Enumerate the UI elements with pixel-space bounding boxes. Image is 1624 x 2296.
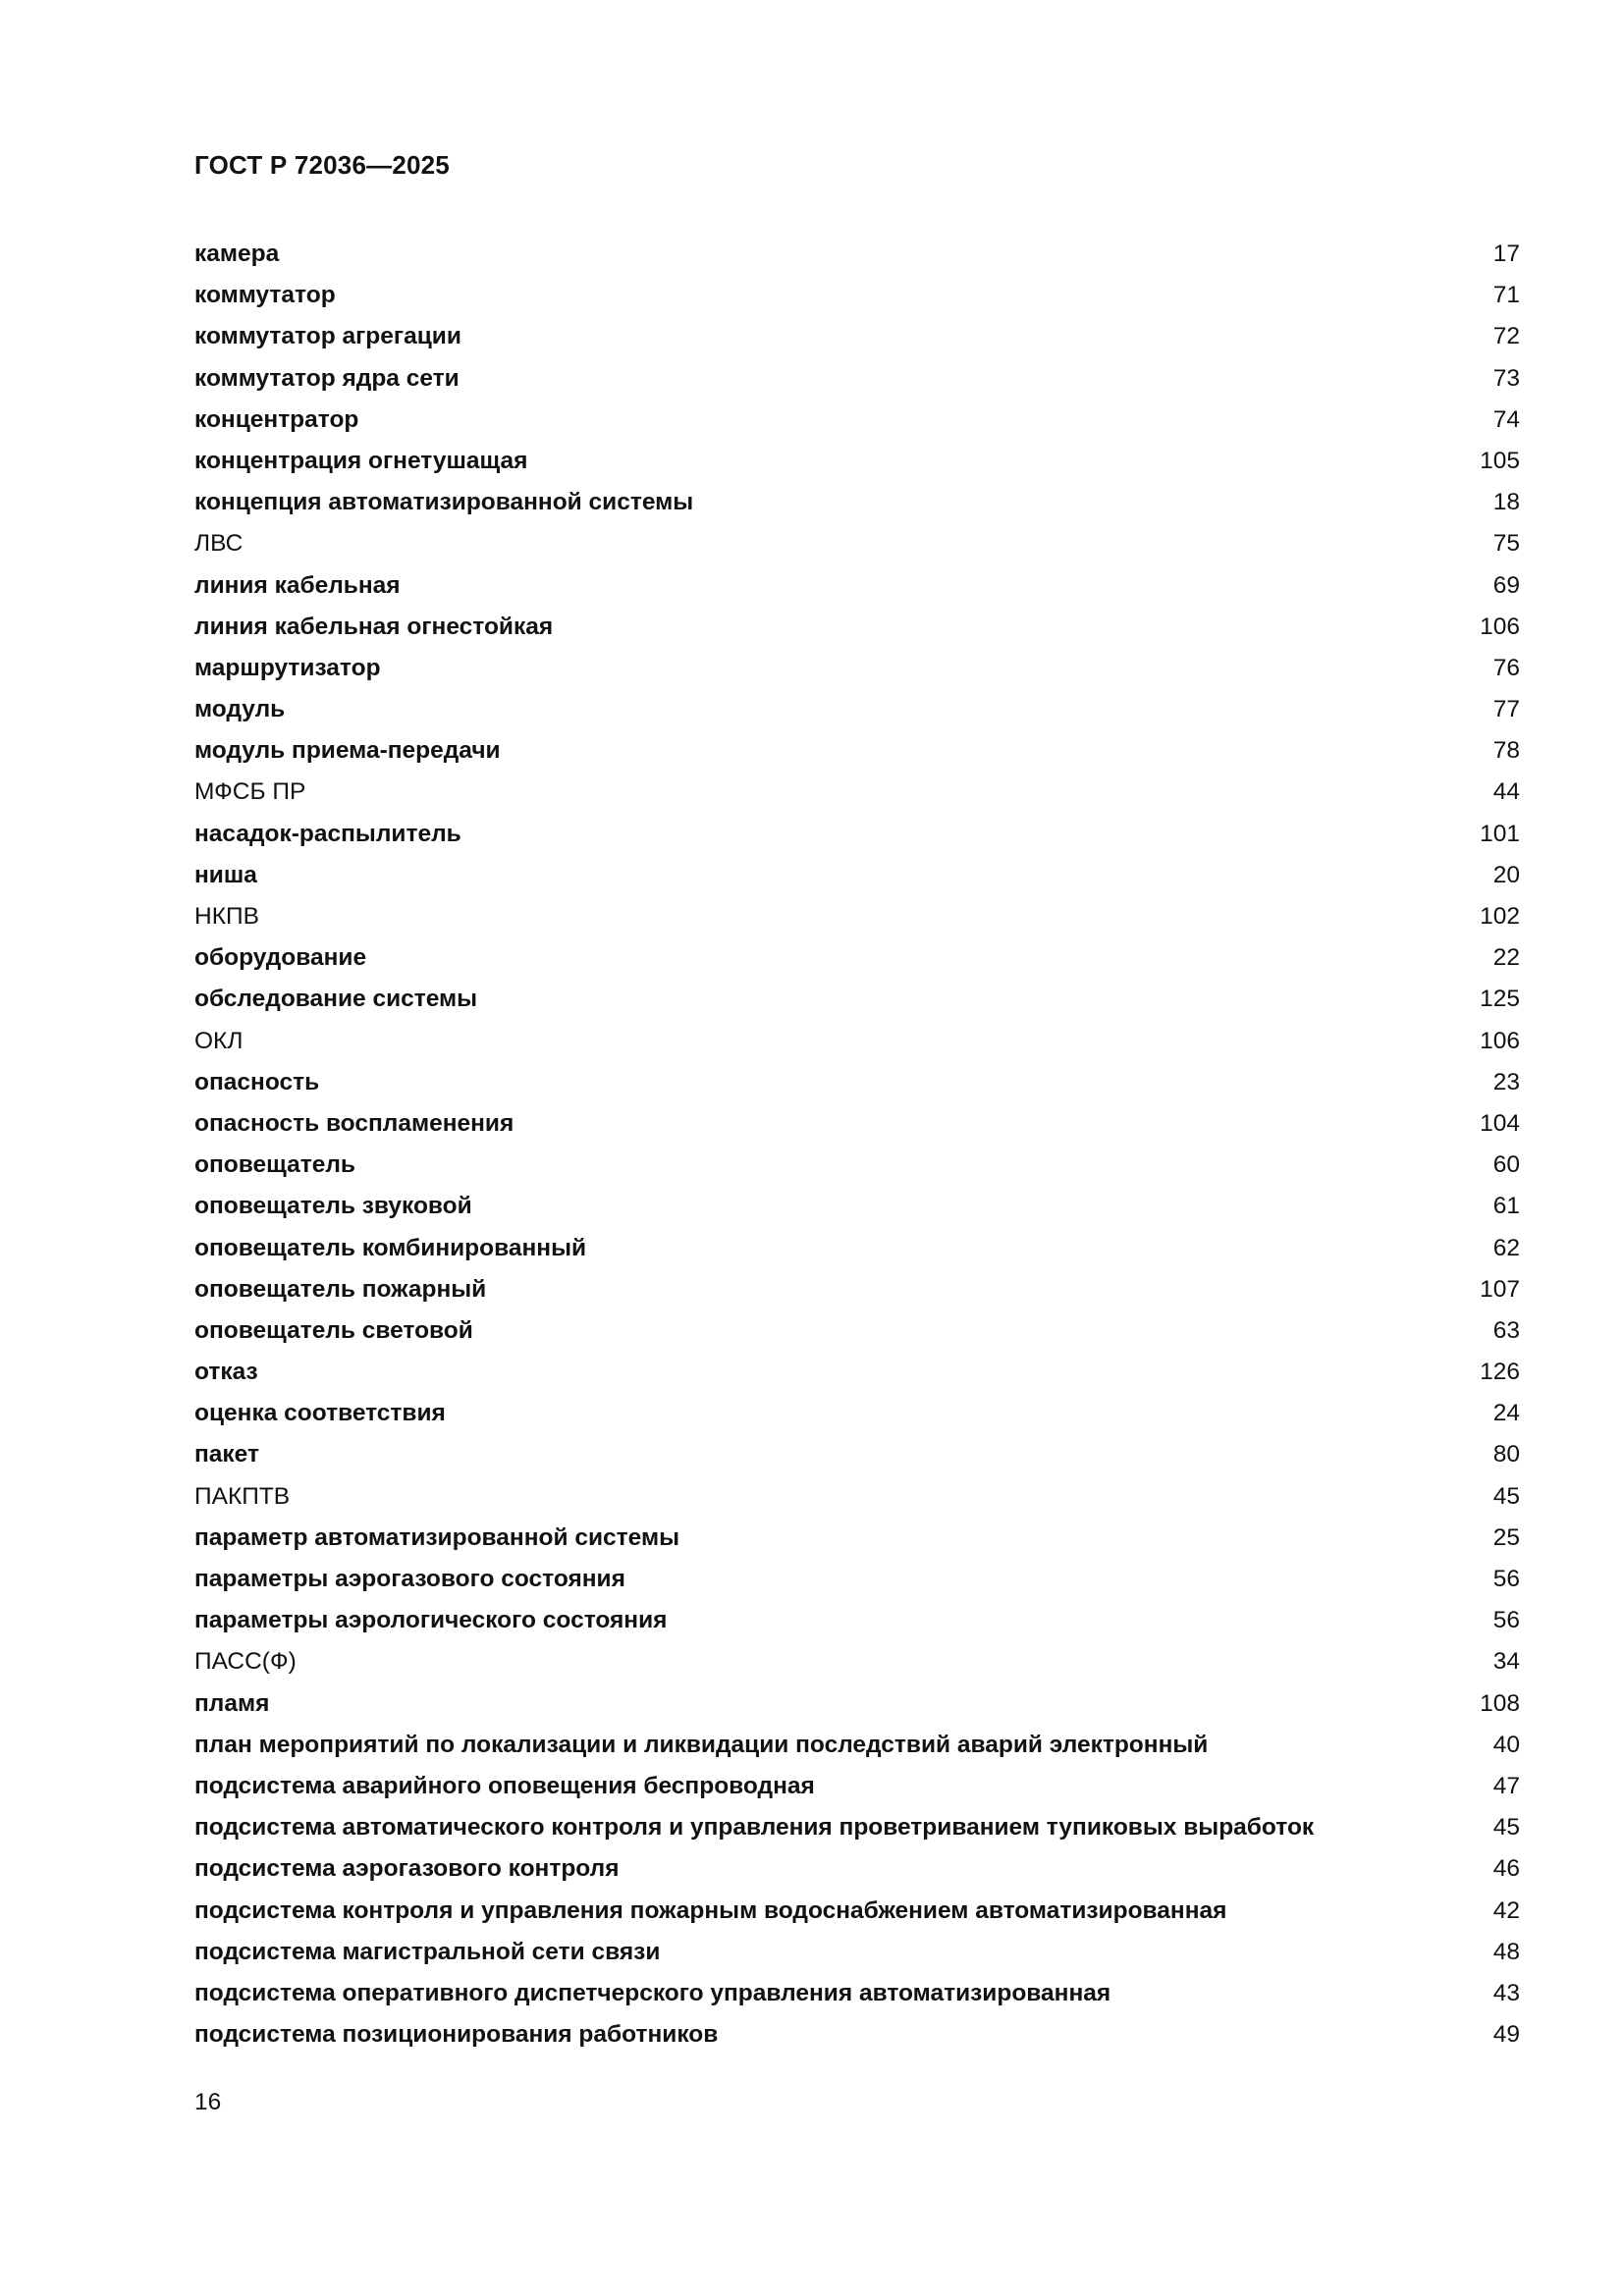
index-term-number: 42 (1492, 1896, 1520, 1924)
index-term: маршрутизатор (194, 654, 381, 681)
index-term-number: 102 (1480, 903, 1520, 930)
index-term: линия кабельная огнестойкая (194, 613, 554, 640)
index-term-number: 49 (1492, 2021, 1520, 2049)
index-term-number: 45 (1492, 1482, 1520, 1510)
index-term: коммутатор (194, 282, 336, 309)
index-term-number: 17 (1492, 240, 1520, 267)
index-term-number: 72 (1492, 323, 1520, 350)
index-entry (194, 275, 1520, 316)
index-entry (194, 1807, 1520, 1848)
index-entry (194, 2014, 1520, 2056)
index-entry (194, 1228, 1520, 1269)
index-entry (194, 937, 1520, 979)
index-entry (194, 1559, 1520, 1600)
index-entry (194, 565, 1520, 607)
index-term: оповещатель (194, 1151, 355, 1179)
index-term-number: 69 (1492, 571, 1520, 599)
index-term-number: 126 (1480, 1359, 1520, 1386)
index-term-number: 73 (1492, 364, 1520, 392)
index-term: модуль (194, 696, 286, 723)
index-entry (194, 1021, 1520, 1062)
index-entry (194, 1393, 1520, 1434)
index-term: коммутатор ядра сети (194, 364, 460, 392)
index-term-number: 40 (1492, 1731, 1520, 1758)
index-term-number: 45 (1492, 1814, 1520, 1842)
index-entry (194, 1683, 1520, 1725)
index-term: оповещатель световой (194, 1316, 473, 1344)
index-entry (194, 1518, 1520, 1559)
index-term-number: 106 (1480, 1027, 1520, 1054)
index-entry (194, 1891, 1520, 1932)
index-term-number: 22 (1492, 944, 1520, 972)
index-term: подсистема контроля и управления пожарным водоснабжением автоматизированная (194, 1896, 1227, 1924)
index-term: отказ (194, 1359, 258, 1386)
index-term: параметры аэрогазового состояния (194, 1566, 625, 1592)
index-term-number: 74 (1492, 405, 1520, 433)
index-term-number: 62 (1492, 1234, 1520, 1261)
index-term: коммутатор агрегации (194, 323, 461, 350)
index-term: подсистема аэрогазового контроля (194, 1855, 620, 1883)
index-term: концепция автоматизированной системы (194, 489, 694, 516)
index-entry (194, 523, 1520, 564)
index-term-number: 104 (1480, 1109, 1520, 1137)
index-entry (194, 648, 1520, 689)
index-term-number: 60 (1492, 1151, 1520, 1179)
index-term-number: 63 (1492, 1316, 1520, 1344)
index-term: подсистема позиционирования работников (194, 2021, 719, 2049)
index-entry (194, 234, 1520, 275)
index-entry (194, 1641, 1520, 1682)
index-term-number: 61 (1492, 1193, 1520, 1220)
index-entry (194, 1848, 1520, 1890)
index-entry (194, 1973, 1520, 2014)
index-term: опасность воспламенения (194, 1109, 514, 1137)
index-entry (194, 316, 1520, 357)
index-term-number: 56 (1492, 1607, 1520, 1634)
index-term: ЛВС (194, 530, 244, 558)
index-term: линия кабельная (194, 571, 401, 599)
index-term-number: 105 (1480, 447, 1520, 474)
index-term: модуль приема-передачи (194, 737, 501, 765)
index-term: параметры аэрологического состояния (194, 1607, 668, 1634)
index-term: оборудование (194, 944, 367, 972)
index-term-number: 107 (1480, 1275, 1520, 1303)
index-term-number: 47 (1492, 1772, 1520, 1799)
index-entry (194, 400, 1520, 441)
index-term-number: 71 (1492, 282, 1520, 309)
alphabetical-index (194, 234, 1520, 2056)
index-entry (194, 1476, 1520, 1518)
index-term: ПАКПТВ (194, 1482, 291, 1510)
index-term-number: 23 (1492, 1068, 1520, 1095)
index-term-number: 78 (1492, 737, 1520, 765)
document-header: ГОСТ Р 72036—2025 (194, 150, 450, 180)
index-term: обследование системы (194, 986, 478, 1013)
index-entry (194, 896, 1520, 937)
index-entry (194, 1310, 1520, 1352)
index-term-number: 48 (1492, 1938, 1520, 1965)
index-term: пламя (194, 1689, 270, 1717)
index-term: ниша (194, 861, 257, 888)
index-term: оценка соответствия (194, 1400, 446, 1427)
index-term: камера (194, 240, 280, 267)
index-term: параметр автоматизированной системы (194, 1523, 680, 1551)
index-entry (194, 814, 1520, 855)
index-term-number: 77 (1492, 696, 1520, 723)
index-entry (194, 1766, 1520, 1807)
index-term: опасность (194, 1068, 320, 1095)
index-term: подсистема аварийного оповещения беспроводная (194, 1772, 815, 1799)
index-term-number: 44 (1492, 778, 1520, 806)
index-term: оповещатель комбинированный (194, 1234, 587, 1261)
index-term-number: 25 (1492, 1523, 1520, 1551)
index-term-number: 76 (1492, 654, 1520, 681)
index-entry (194, 1352, 1520, 1393)
index-entry (194, 1600, 1520, 1641)
index-entry (194, 730, 1520, 772)
index-term-number: 24 (1492, 1400, 1520, 1427)
index-entry (194, 1186, 1520, 1227)
index-term-number: 108 (1480, 1689, 1520, 1717)
index-entry (194, 441, 1520, 482)
index-term-number: 18 (1492, 489, 1520, 516)
index-entry (194, 1145, 1520, 1186)
index-term-number: 20 (1492, 861, 1520, 888)
index-entry (194, 979, 1520, 1020)
page-number: 16 (194, 2089, 222, 2115)
index-term: ПАСС(Ф) (194, 1648, 297, 1676)
index-term-number: 125 (1480, 986, 1520, 1013)
index-term: подсистема магистральной сети связи (194, 1938, 661, 1965)
index-term-number: 75 (1492, 530, 1520, 558)
index-term: подсистема автоматического контроля и управления проветриванием тупиковых выработок (194, 1814, 1315, 1842)
index-term: оповещатель звуковой (194, 1193, 472, 1220)
index-entry (194, 1103, 1520, 1145)
index-term: подсистема оперативного диспетчерского управления автоматизированная (194, 1979, 1111, 2006)
index-term-number: 56 (1492, 1566, 1520, 1592)
index-term: МФСБ ПР (194, 778, 306, 806)
index-entry (194, 1434, 1520, 1475)
index-entry (194, 1725, 1520, 1766)
index-term-number: 106 (1480, 613, 1520, 640)
index-term: оповещатель пожарный (194, 1275, 487, 1303)
index-entry (194, 1269, 1520, 1310)
index-entry (194, 772, 1520, 813)
index-term-number: 101 (1480, 820, 1520, 847)
index-entry (194, 358, 1520, 400)
index-term-number: 80 (1492, 1441, 1520, 1468)
index-entry (194, 1932, 1520, 1973)
index-term-number: 43 (1492, 1979, 1520, 2006)
index-term: НКПВ (194, 903, 259, 930)
index-entry (194, 855, 1520, 896)
index-term: план мероприятий по локализации и ликвидации последствий аварий электронный (194, 1731, 1209, 1758)
index-term: концентрация огнетушащая (194, 447, 528, 474)
index-entry (194, 482, 1520, 523)
index-term: пакет (194, 1441, 259, 1468)
index-entry (194, 607, 1520, 648)
index-term-number: 34 (1492, 1648, 1520, 1676)
index-term: насадок-распылитель (194, 820, 461, 847)
index-term: ОКЛ (194, 1027, 244, 1054)
index-term-number: 46 (1492, 1855, 1520, 1883)
index-term: концентратор (194, 405, 359, 433)
index-entry (194, 1062, 1520, 1103)
index-entry (194, 689, 1520, 730)
